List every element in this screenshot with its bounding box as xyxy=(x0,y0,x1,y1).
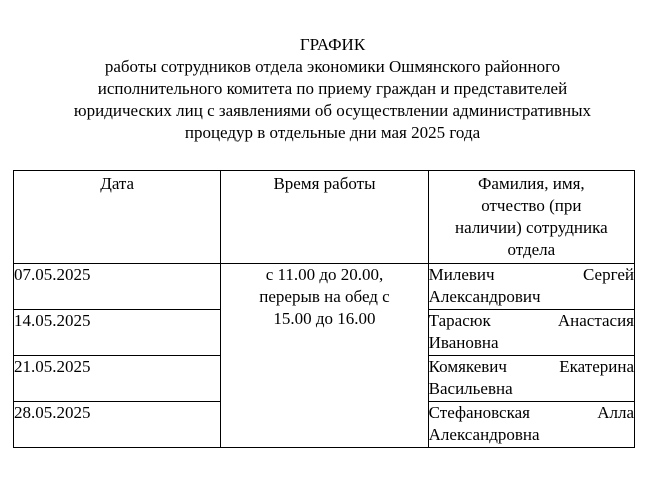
employee-patronymic: Александрович xyxy=(428,287,541,306)
working-time-line-2: перерыв на обед с xyxy=(259,287,390,306)
header-name-line-1: Фамилия, имя, xyxy=(477,174,585,193)
employee-surname-name xyxy=(429,310,634,332)
employee-cell xyxy=(428,356,634,402)
employee-name: Екатерина xyxy=(559,357,634,376)
document-title: ГРАФИК xyxy=(299,35,366,54)
employee-cell xyxy=(428,402,634,448)
employee-cell xyxy=(428,264,634,310)
table-header-row xyxy=(14,171,635,264)
header-name xyxy=(428,171,634,264)
employee-name: Анастасия xyxy=(557,311,634,330)
employee-surname: Тарасюк xyxy=(428,311,491,330)
working-time-cell xyxy=(221,264,428,448)
employee-surname-name xyxy=(429,264,634,286)
subtitle-line-3: юридических лиц с заявлениями об осуществлении административных xyxy=(73,101,592,120)
subtitle-line-1: работы сотрудников отдела экономики Ошмянского районного xyxy=(104,57,561,76)
date-cell: 28.05.2025 xyxy=(14,402,221,448)
schedule-table xyxy=(13,170,635,448)
employee-surname: Стефановская xyxy=(428,403,530,422)
employee-cell xyxy=(428,310,634,356)
header-time: Время работы xyxy=(221,171,428,264)
subtitle-line-2: исполнительного комитета по приему граждан и представителей xyxy=(97,79,568,98)
employee-patronymic: Васильевна xyxy=(428,379,513,398)
date-cell: 21.05.2025 xyxy=(14,356,221,402)
employee-name: Сергей xyxy=(583,265,634,284)
date-cell: 14.05.2025 xyxy=(14,310,221,356)
working-time-line-3: 15.00 до 16.00 xyxy=(273,309,376,328)
employee-name: Алла xyxy=(597,403,634,422)
header-date: Дата xyxy=(14,171,221,264)
document-heading xyxy=(0,34,665,144)
table-row xyxy=(14,264,635,310)
date-cell: 07.05.2025 xyxy=(14,264,221,310)
header-name-line-4: отдела xyxy=(507,240,556,259)
employee-surname-name xyxy=(429,402,634,424)
employee-patronymic: Ивановна xyxy=(428,333,499,352)
header-name-line-2: отчество (при xyxy=(481,196,582,215)
employee-surname: Комякевич xyxy=(428,357,507,376)
subtitle-line-4: процедур в отдельные дни мая 2025 года xyxy=(184,123,481,142)
header-name-line-3: наличии) сотрудника xyxy=(455,218,608,237)
employee-surname: Милевич xyxy=(428,265,495,284)
employee-surname-name xyxy=(429,356,634,378)
working-time-line-1: с 11.00 до 20.00, xyxy=(265,265,384,284)
employee-patronymic: Александровна xyxy=(428,425,540,444)
